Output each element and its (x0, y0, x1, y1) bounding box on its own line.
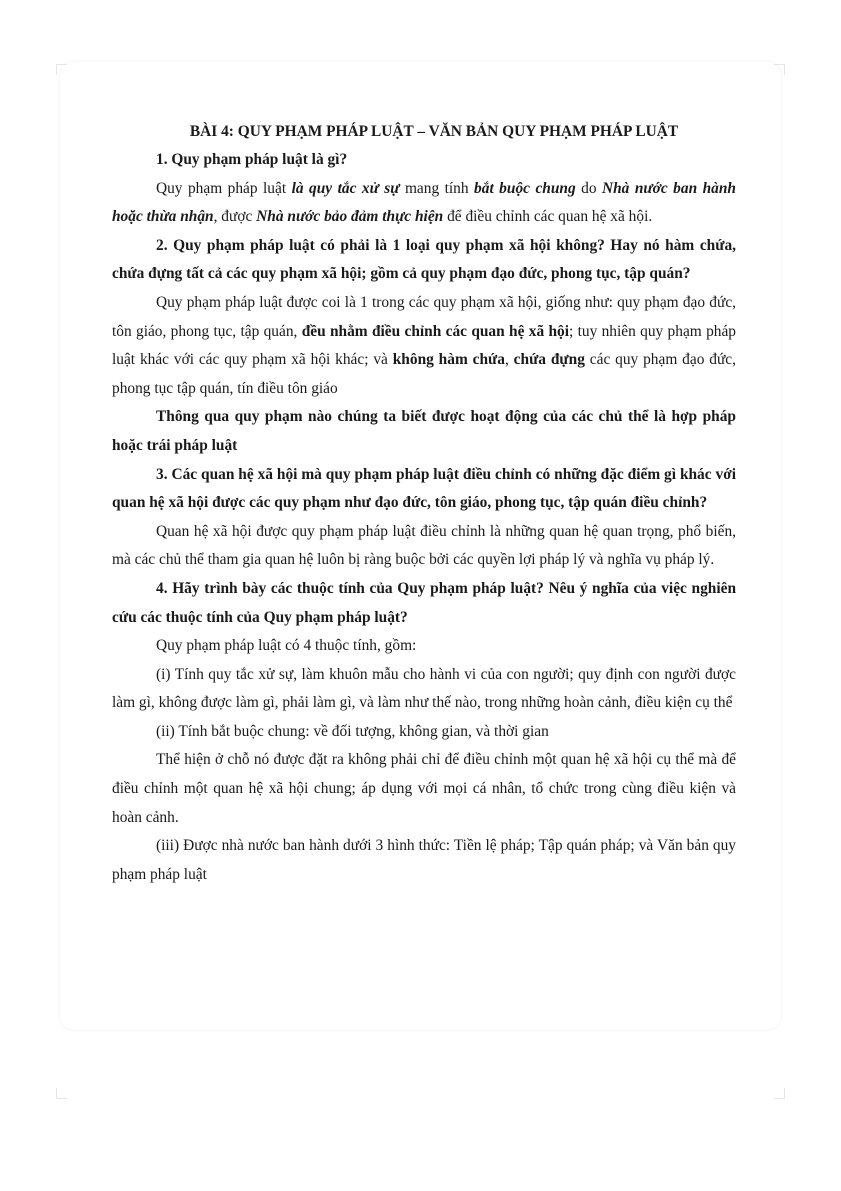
question-2-note: Thông qua quy phạm nào chúng ta biết được hoạt động của các chủ thể là hợp pháp hoặc trái pháp luật (112, 408, 736, 454)
question-1-heading: 1. Quy phạm pháp luật là gì? (156, 151, 348, 168)
crop-mark-bottom-right (774, 1088, 785, 1099)
question-2-heading: 2. Quy phạm pháp luật có phải là 1 loại quy phạm xã hội không? Hay nó hàm chứa, chứa đựng tất cả các quy phạm xã hội; gồm cả quy phạm đạo đức, phong tục, tập quán? (112, 236, 736, 283)
crop-mark-top-left (56, 64, 67, 75)
answer-text: ; tuy nhiên quy phạm pháp luật khác với các quy phạm xã hội khác; và (112, 322, 736, 369)
bold-text: chứa đựng (513, 351, 585, 369)
property-iii: (iii) Được nhà nước ban hành dưới 3 hình thức: Tiền lệ pháp; Tập quán pháp; và Văn bản quy phạm pháp luật (112, 837, 736, 883)
answer-text: , (504, 351, 514, 369)
document-title: BÀI 4: QUY PHẠM PHÁP LUẬT – VĂN BẢN QUY PHẠM PHÁP LUẬT (189, 123, 679, 140)
answer-text: , được (213, 208, 257, 226)
answer-text: các quy phạm đạo đức, phong tục tập quán, tín điều tôn giáo (112, 351, 736, 397)
emphasis-text: là quy tắc xử sự (291, 179, 400, 197)
bold-text: đều nhằm điều chỉnh các quan hệ xã hội (301, 322, 569, 340)
crop-mark-bottom-left (56, 1088, 67, 1099)
property-ii-explanation: Thể hiện ở chỗ nó được đặt ra không phải chỉ để điều chỉnh một quan hệ xã hội cụ thể mà để điều chỉnh một quan hệ xã hội chung; áp dụng với mọi cá nhân, tổ chức trong cùng điều kiện và hoàn cảnh. (112, 751, 736, 826)
question-4-intro: Quy phạm pháp luật có 4 thuộc tính, gồm: (156, 637, 417, 655)
question-2-answer (112, 289, 736, 403)
question-3-answer: Quan hệ xã hội được quy phạm pháp luật điều chỉnh là những quan hệ quan trọng, phổ biến, mà các chủ thể tham gia quan hệ luôn bị ràng buộc bởi các quyền lợi pháp lý và nghĩa vụ pháp lý. (112, 522, 736, 569)
question-1-answer (112, 175, 736, 232)
answer-text: Quy phạm pháp luật được coi là 1 trong các quy phạm xã hội, giống như: quy phạm đạo đức, tôn giáo, phong tục, tập quán, (112, 293, 736, 340)
bold-text: không hàm chứa (392, 351, 505, 369)
question-4-heading: 4. Hãy trình bày các thuộc tính của Quy phạm pháp luật? Nêu ý nghĩa của việc nghiên cứu các thuộc tính của Quy phạm pháp luật? (112, 579, 736, 626)
property-i: (i) Tính quy tắc xử sự, làm khuôn mẫu cho hành vi của con người; quy định con người được làm gì, không được làm gì, phải làm gì, và làm như thế nào, trong những hoàn cảnh, điều kiện cụ thể (112, 665, 736, 712)
answer-text: do (575, 179, 602, 197)
answer-text: mang tính (399, 179, 475, 197)
question-3-heading: 3. Các quan hệ xã hội mà quy phạm pháp luật điều chỉnh có những đặc điểm gì khác với quan hệ xã hội được các quy phạm như đạo đức, tôn giáo, phong tục, tập quán điều chỉnh? (112, 465, 736, 512)
document-body (112, 118, 736, 889)
property-ii: (ii) Tính bắt buộc chung: về đối tượng, không gian, và thời gian (156, 722, 549, 740)
emphasis-text: bắt buộc chung (474, 179, 576, 197)
answer-text: để điều chỉnh các quan hệ xã hội. (443, 208, 653, 226)
answer-text: Quy phạm pháp luật (156, 179, 292, 197)
crop-mark-top-right (774, 64, 785, 75)
emphasis-text: Nhà nước ban hành hoặc thừa nhận (112, 179, 736, 226)
emphasis-text: Nhà nước bảo đảm thực hiện (256, 208, 444, 226)
